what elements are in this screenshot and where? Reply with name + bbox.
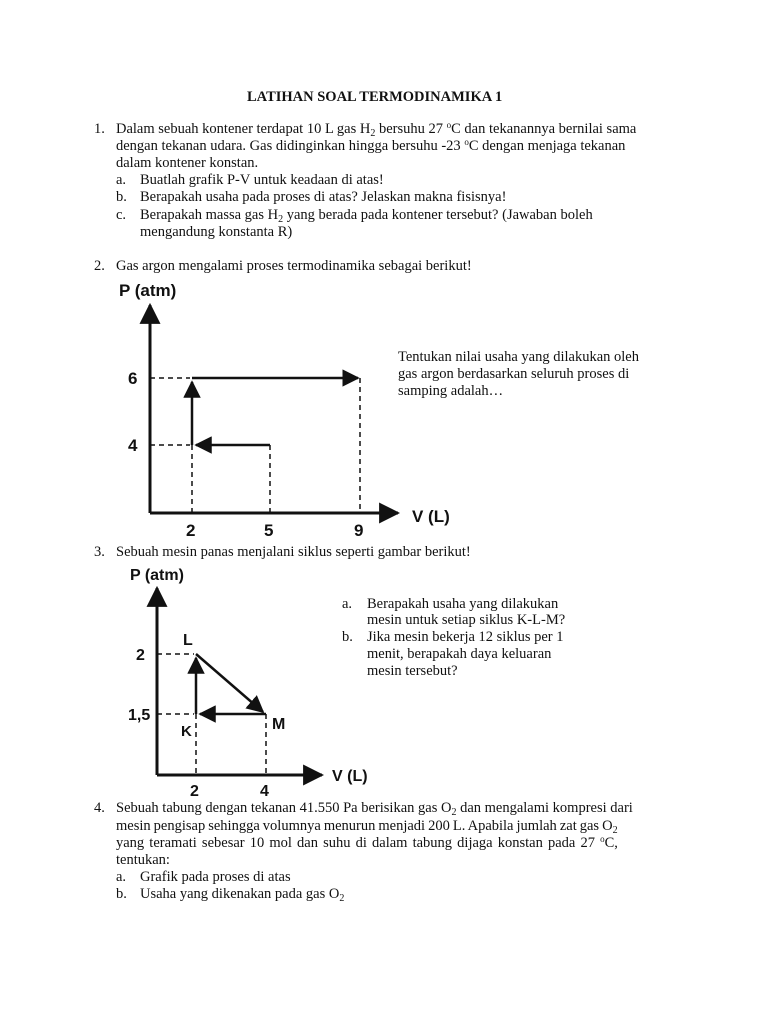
q1-c-text: Berapakah massa gas $H_2$ yang berada pada kontener tersebut? (Jawaban boleh — [140, 207, 593, 225]
q3-ytick-1-5: 1,5 — [128, 707, 151, 724]
page-title: LATIHAN SOAL TERMODINAMIKA 1 — [247, 89, 503, 105]
q1-a-label: a. — [116, 172, 127, 188]
q1-c-text-2: mengandung konstanta R) — [140, 224, 293, 240]
q1-a-text: Buatlah grafik P-V untuk keadaan di atas! — [140, 172, 384, 188]
q3-text: Sebuah mesin panas menjalani siklus seperti gambar berikut! — [116, 544, 471, 560]
q3-xtick-4: 4 — [260, 783, 269, 800]
q1-b-text: Berapakah usaha pada proses di atas? Jelaskan makna fisisnya! — [140, 189, 507, 205]
q2-number: 2. — [94, 258, 105, 274]
q4-a-text: Grafik pada proses di atas — [140, 869, 291, 885]
q1-line-3: dalam kontener konstan. — [116, 155, 259, 171]
q1-c-label: c. — [116, 207, 127, 223]
q3-b-label: b. — [342, 629, 353, 645]
q1-line-1: Dalam sebuah kontener terdapat 10 L gas $H_2$ bersuhu 27 $^o$C dan tekanannya bernilai sama — [116, 120, 637, 139]
q3-xtick-2: 2 — [190, 783, 199, 800]
q3-point-m: M — [272, 716, 286, 733]
q4-a-label: a. — [116, 869, 127, 885]
q3-y-label: P (atm) — [130, 567, 184, 584]
q3-a-line-2: mesin untuk setiap siklus K-L-M? — [367, 612, 566, 628]
q4-line-2: mesin pengisap sehingga volumnya menurun menjadi 200 L. Apabila jumlah zat gas $O_2$ — [116, 818, 618, 836]
q3-point-l: L — [183, 632, 193, 649]
q4-line-1: Sebuah tabung dengan tekanan 41.550 Pa berisikan gas $O_2$ dan mengalami kompresi dari — [116, 800, 633, 818]
q4-line-4: tentukan: — [116, 852, 170, 868]
q2-y-label: P (atm) — [119, 281, 177, 300]
q3-number: 3. — [94, 544, 105, 560]
q3-process-lm — [196, 654, 263, 712]
q1-b-label: b. — [116, 189, 127, 205]
q3-a-line-1: Berapakah usaha yang dilakukan — [367, 596, 559, 612]
q1-number: 1. — [94, 121, 105, 137]
q2-x-label: V (L) — [412, 507, 450, 526]
q2-side-line-2: gas argon berdasarkan seluruh proses di — [398, 366, 630, 382]
q3-b-line-2: menit, berapakah daya keluaran — [367, 646, 552, 662]
q2-side-line-3: samping adalah… — [398, 383, 504, 399]
q4-line-3: yang teramati sebesar 10 mol dan suhu di dalam tabung dijaga konstan pada 27 $^o$C, — [116, 834, 618, 851]
q2-text: Gas argon mengalami proses termodinamika sebagai berikut! — [116, 258, 472, 274]
q4-b-label: b. — [116, 886, 127, 902]
q3-b-line-1: Jika mesin bekerja 12 siklus per 1 — [367, 629, 564, 645]
q2-side-line-1: Tentukan nilai usaha yang dilakukan oleh — [398, 349, 639, 365]
q2-ytick-4: 4 — [128, 436, 138, 455]
q2-xtick-5: 5 — [264, 521, 274, 540]
q3-a-label: a. — [342, 596, 353, 612]
q4-b-text: Usaha yang dikenakan pada gas $O_2$ — [140, 886, 345, 904]
q3-point-k: K — [181, 723, 192, 740]
q2-xtick-9: 9 — [354, 521, 364, 540]
q3-b-line-3: mesin tersebut? — [367, 663, 458, 679]
q4-number: 4. — [94, 800, 105, 816]
q1-line-2: dengan tekanan udara. Gas didinginkan hingga bersuhu -23 $^o$C dengan menjaga tekanan — [116, 137, 626, 154]
q2-ytick-6: 6 — [128, 369, 138, 388]
q3-ytick-2: 2 — [136, 647, 145, 664]
q3-x-label: V (L) — [332, 768, 368, 785]
q2-xtick-2: 2 — [186, 521, 196, 540]
